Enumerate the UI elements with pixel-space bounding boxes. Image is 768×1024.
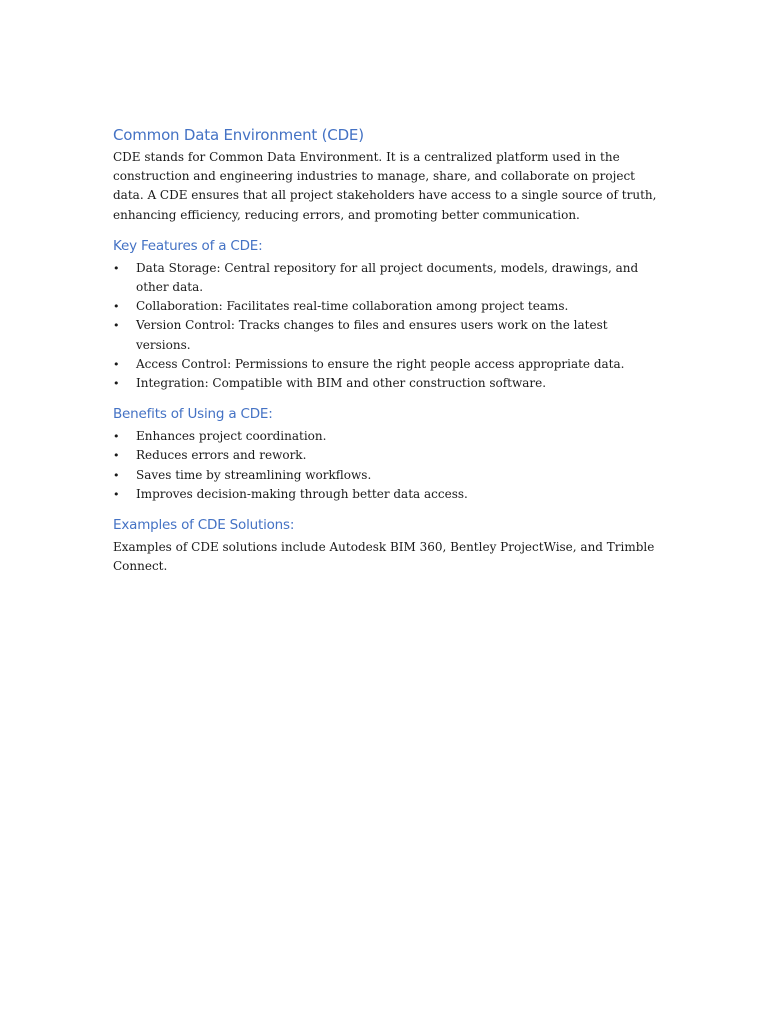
list-item-text: Version Control: Tracks changes to files and ensures users work on the latest versions.: [136, 318, 608, 352]
list-item: [113, 259, 658, 297]
list-item: [113, 446, 658, 465]
list-item-text: Collaboration: Facilitates real-time collaboration among project teams.: [136, 299, 569, 314]
list-item: [113, 297, 658, 316]
list-item: [113, 485, 658, 504]
list-item: [113, 427, 658, 446]
key-features-list: [113, 259, 658, 393]
key-features-heading: Key Features of a CDE:: [113, 237, 263, 254]
bullet-icon: •: [113, 357, 120, 371]
benefits-list: [113, 427, 658, 504]
list-item-text: Data Storage: Central repository for all project documents, models, drawings, and other data.: [136, 260, 639, 295]
benefits-heading: Benefits of Using a CDE:: [113, 406, 273, 423]
document-title: Common Data Environment (CDE): [113, 126, 364, 144]
document-page: [113, 124, 658, 576]
list-item-text: Access Control: Permissions to ensure the right people access appropriate data.: [136, 356, 625, 371]
list-item: [113, 374, 658, 393]
list-item: [113, 466, 658, 485]
list-item-text: Improves decision-making through better data access.: [136, 486, 468, 501]
examples-paragraph: Examples of CDE solutions include Autodesk BIM 360, Bentley ProjectWise, and Trimble Connect.: [113, 540, 655, 574]
bullet-icon: •: [113, 300, 120, 314]
examples-heading: Examples of CDE Solutions:: [113, 517, 295, 534]
bullet-icon: •: [113, 449, 120, 463]
list-item: [113, 355, 658, 374]
list-item-text: Integration: Compatible with BIM and other construction software.: [136, 376, 547, 391]
list-item-text: Saves time by streamlining workflows.: [136, 467, 372, 482]
intro-paragraph: CDE stands for Common Data Environment. It is a centralized platform used in the construction and engineering industries to manage, share, and collaborate on project data. A CDE ensures that all project stakeholders have access to a single source of truth, enhancing efficiency, reducing errors, and promoting better communication.: [113, 150, 657, 222]
bullet-icon: •: [113, 261, 120, 275]
list-item-text: Enhances project coordination.: [136, 429, 327, 444]
bullet-icon: •: [113, 487, 120, 501]
list-item: [113, 316, 658, 354]
list-item-text: Reduces errors and rework.: [136, 448, 307, 463]
bullet-icon: •: [113, 319, 120, 333]
bullet-icon: •: [113, 468, 120, 482]
bullet-icon: •: [113, 377, 120, 391]
bullet-icon: •: [113, 430, 120, 444]
